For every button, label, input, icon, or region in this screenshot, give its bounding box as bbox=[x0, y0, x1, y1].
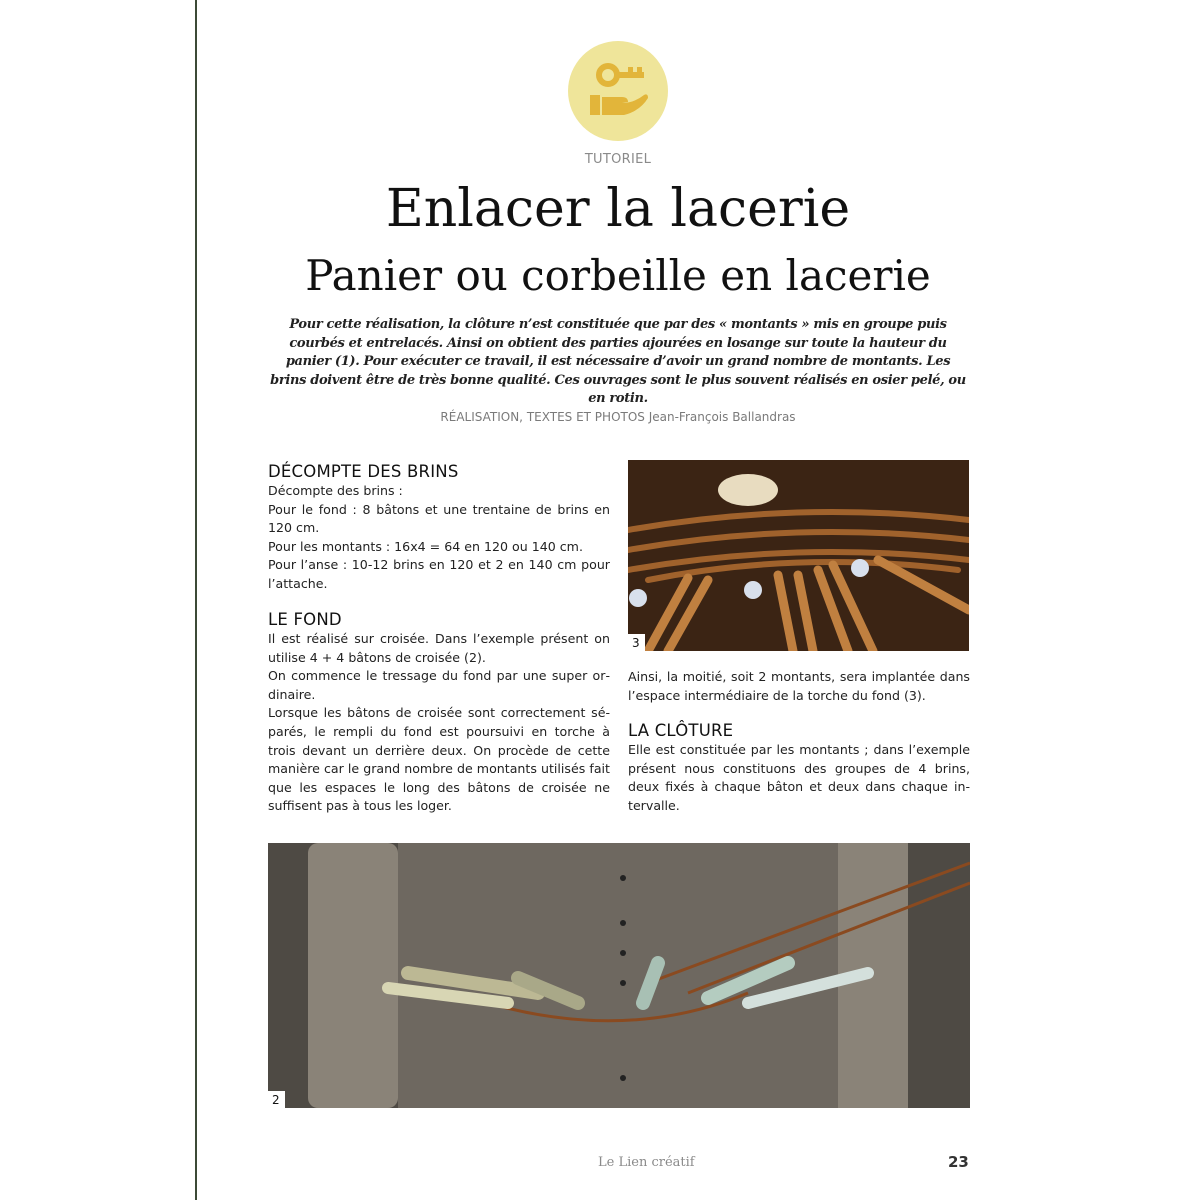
paragraph: Elle est constituée par les montants ; dans l’exemple présent nous constituons des groupes de 4 brins, deux fixés à chaque bâton et deux dans chaque intervalle. bbox=[628, 742, 970, 813]
paragraph: Lorsque les bâtons de croisée sont correctement séparés, le rempli du fond est poursuivi en torche à trois devant un derrière deux. On procède de cette manière car le grand nombre de montants utilisés fait que les espaces le long des bâtons de croisée ne suffisent pas à tous les loger. bbox=[268, 705, 610, 814]
section-suite bbox=[628, 668, 970, 705]
paragraph: Décompte des brins : bbox=[268, 483, 403, 498]
paragraph: On commence le tressage du fond par une super ordinaire. bbox=[268, 668, 610, 702]
section-kicker: TUTORIEL bbox=[584, 152, 652, 167]
magazine-name: Le Lien créatif bbox=[598, 1155, 695, 1170]
paragraph: Pour l’anse : 10-12 brins en 120 et 2 en 140 cm pour l’attache. bbox=[268, 557, 610, 591]
intro-paragraph: Pour cette réalisation, la clôture n’est constituée que par des « montants » mis en groupe puis courbés et entrelacés. Ainsi on obtient des parties ajourées en losange sur toute la hauteur du panier (1). Pour exécuter ce travail, il est nécessaire d’avoir un grand nombre de montants. Les brins doivent être de très bonne qualité. Ces ouvrages sont le plus souvent réalisés en osier pelé, ou en rotin. bbox=[270, 317, 966, 406]
wicker-weave-image bbox=[628, 460, 969, 651]
photo-number: 2 bbox=[268, 1091, 285, 1108]
section-decompte bbox=[268, 462, 610, 594]
tutorial-badge bbox=[568, 41, 668, 141]
paragraph: Pour les montants : 16x4 = 64 en 120 ou 140 cm. bbox=[268, 538, 583, 554]
page-subtitle: Panier ou corbeille en lacerie bbox=[305, 251, 931, 300]
page-title: Enlacer la lacerie bbox=[385, 179, 851, 239]
section-heading: LA CLÔTURE bbox=[628, 721, 734, 740]
key-in-hand-icon bbox=[582, 59, 654, 123]
section-cloture bbox=[628, 721, 970, 815]
paragraph: Ainsi, la moitié, soit 2 montants, sera implantée dans l’espace intermédiaire de la torche du fond (3). bbox=[628, 669, 970, 703]
section-heading: DÉCOMPTE DES BRINS bbox=[268, 462, 459, 481]
credits: RÉALISATION, TEXTES ET PHOTOS Jean-François Ballandras bbox=[440, 410, 796, 424]
page-number: 23 bbox=[948, 1153, 969, 1171]
workbench-crossing-image bbox=[268, 843, 970, 1108]
paragraph: Il est réalisé sur croisée. Dans l’exemple présent on utilise 4 + 4 bâtons de croisée (2). bbox=[268, 631, 610, 665]
photo-3 bbox=[628, 460, 969, 651]
photo-2 bbox=[268, 843, 970, 1108]
page-gutter-line bbox=[195, 0, 197, 1200]
paragraph: Pour le fond : 8 bâtons et une trentaine de brins en 120 cm. bbox=[268, 501, 610, 536]
section-heading: LE FOND bbox=[268, 610, 342, 629]
photo-number: 3 bbox=[628, 634, 645, 651]
section-fond bbox=[268, 610, 610, 816]
